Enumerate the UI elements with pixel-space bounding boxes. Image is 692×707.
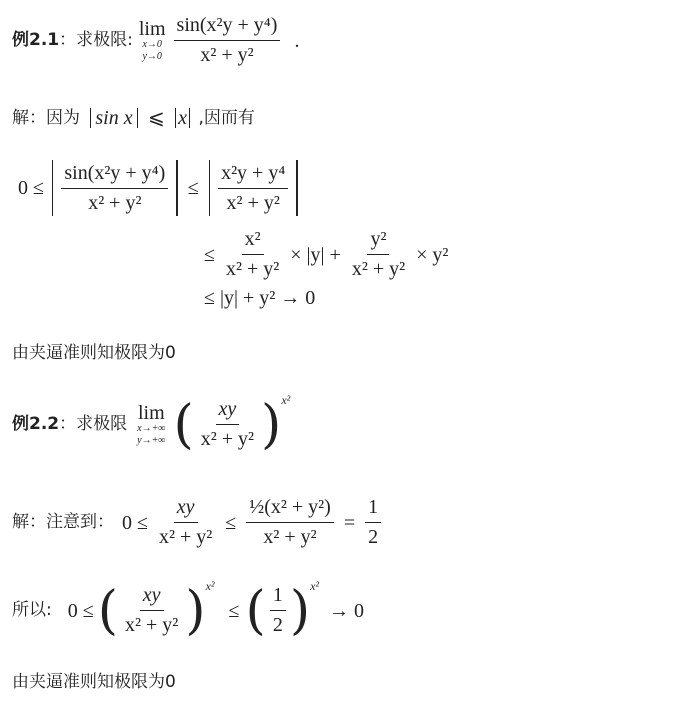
sin-x: sin x: [95, 107, 133, 129]
limit-expression: [127, 393, 291, 455]
solution-prefix: 解：注意到：: [12, 512, 114, 532]
le-symbol: ≤: [228, 599, 240, 622]
abs-bar: [52, 160, 53, 216]
fraction: [174, 14, 281, 67]
abs-x: x: [178, 107, 188, 129]
exponent: x²: [205, 579, 215, 593]
numerator: 1: [270, 584, 286, 611]
derivation-line-3: [204, 288, 315, 308]
denominator: x² + y²: [225, 258, 280, 280]
denominator: x² + y²: [226, 191, 280, 214]
so-expr: [67, 579, 365, 641]
zero-le: 0 ≤: [18, 177, 44, 199]
right-paren: ): [261, 394, 282, 455]
denominator: 2: [368, 526, 379, 548]
fraction: [61, 162, 168, 215]
example-prompt: ：求极限:: [59, 30, 133, 50]
so-line: [12, 579, 365, 641]
exponent: x²: [310, 579, 320, 593]
example-label: 例2.2: [12, 414, 60, 434]
example-2-2: [12, 393, 291, 455]
right-paren: ): [185, 580, 206, 641]
conclusion-text: 由夹逼准则知极限为0: [12, 672, 176, 692]
example-2-1: [12, 14, 299, 67]
derivation-line-2: [204, 228, 448, 281]
fraction: [156, 496, 215, 549]
left-paren: (: [173, 394, 194, 455]
fraction: [246, 496, 334, 549]
le-symbol: ⩽: [148, 107, 165, 129]
denominator: x² + y²: [88, 191, 142, 214]
derivation-expr: [204, 228, 448, 281]
numerator: ½(x² + y²): [246, 496, 334, 523]
lim-subscript: x→0: [142, 39, 162, 50]
le-symbol: ≤: [187, 177, 199, 199]
times-abs-y-plus: × |y| +: [290, 243, 341, 266]
lim-word: lim: [138, 18, 166, 40]
solution-suffix: ,因而有: [198, 107, 255, 128]
abs-bar: [209, 160, 210, 216]
denominator: x² + y²: [351, 258, 406, 280]
derivation-line-1: [18, 160, 302, 216]
abs-bar: [175, 108, 176, 128]
fraction: [223, 228, 282, 281]
lim-word: lim: [137, 402, 165, 424]
inequality: [86, 108, 194, 128]
solution-2: [12, 496, 385, 549]
exponent: x²: [281, 393, 291, 407]
le-symbol: ≤: [204, 243, 215, 266]
denominator: x² + y²: [200, 428, 255, 450]
fraction: [365, 496, 381, 549]
fraction: [349, 228, 408, 281]
numerator: sin(x²y + y⁴): [174, 14, 281, 41]
numerator: x²: [242, 228, 264, 255]
fraction: [270, 584, 286, 637]
right-paren: ): [289, 580, 311, 641]
zero-le: 0 ≤: [67, 599, 94, 622]
left-paren: (: [97, 580, 119, 641]
abs-bar: [90, 108, 91, 128]
period: .: [294, 29, 300, 52]
denominator: x² + y²: [125, 614, 179, 636]
abs-bar: [189, 108, 190, 128]
limit-operator: [139, 19, 166, 62]
limit-operator: [137, 403, 165, 446]
abs-bar: [296, 160, 297, 216]
lim-subscript: y→0: [142, 50, 162, 62]
solution-intro: [12, 108, 255, 128]
solution-expr: [122, 496, 385, 549]
zero-le: 0 ≤: [122, 511, 148, 534]
derivation-expr: [18, 160, 302, 216]
abs-bar: [137, 108, 138, 128]
numerator: sin(x²y + y⁴): [61, 162, 168, 189]
arrow-zero: → 0: [329, 599, 365, 622]
conclusion-text: 由夹逼准则知极限为0: [12, 343, 176, 363]
left-paren: (: [245, 580, 266, 641]
derivation-expr: ≤ |y| + y² → 0: [204, 287, 316, 309]
numerator: xy: [174, 496, 198, 523]
fraction: [122, 584, 181, 637]
lim-subscript: y→+∞: [137, 434, 166, 446]
numerator: xy: [140, 584, 164, 611]
abs-bar: [176, 160, 177, 216]
fraction: [198, 398, 257, 451]
conclusion-2: [12, 674, 176, 691]
numerator: x²y + y⁴: [218, 162, 288, 189]
denominator: x² + y²: [200, 44, 254, 66]
numerator: 1: [365, 496, 381, 523]
solution-prefix: 解：因为: [12, 107, 80, 128]
lim-subscript: x→+∞: [137, 423, 166, 434]
example-label: 例2.1: [12, 30, 60, 50]
denominator: 2: [272, 614, 283, 636]
conclusion-1: [12, 345, 176, 362]
equals-symbol: =: [343, 511, 356, 534]
numerator: y²: [367, 228, 389, 255]
limit-expression: [133, 14, 300, 67]
le-symbol: ≤: [225, 511, 237, 534]
denominator: x² + y²: [263, 526, 317, 548]
so-prefix: 所以:: [12, 600, 52, 620]
times-y-squared: × y²: [416, 243, 449, 266]
numerator: xy: [216, 398, 240, 425]
fraction: [218, 162, 288, 215]
example-prompt: ：求极限: [59, 414, 128, 434]
denominator: x² + y²: [158, 526, 213, 548]
